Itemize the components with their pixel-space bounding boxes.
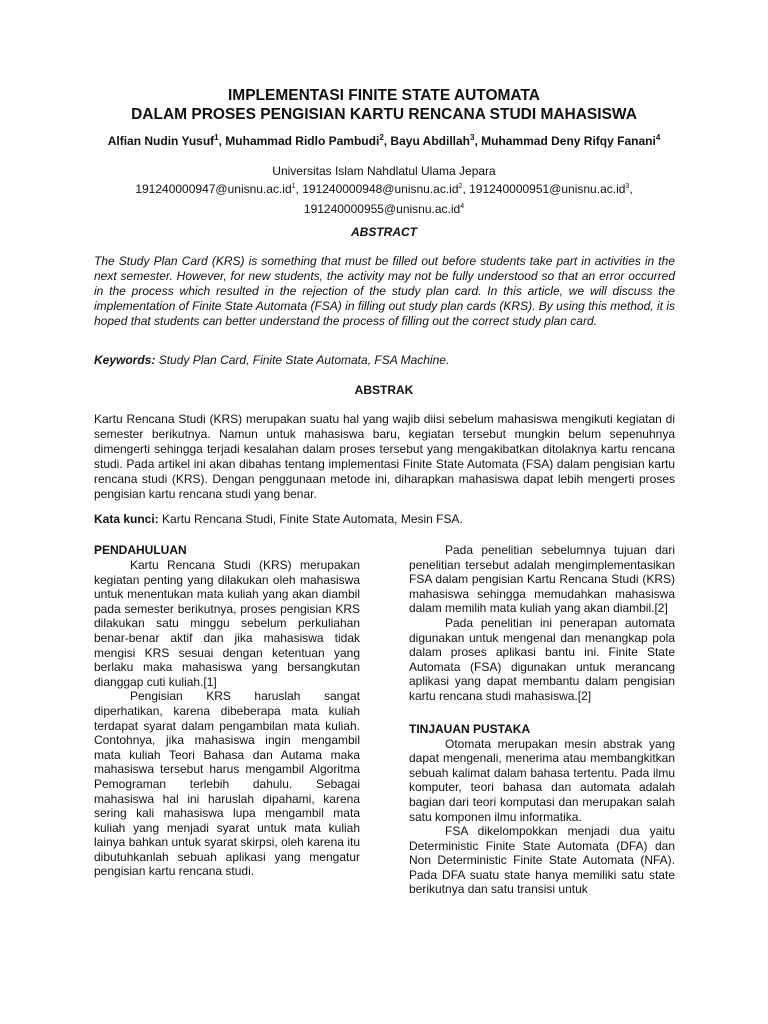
paper-title bbox=[0, 86, 768, 124]
email-1: 191240000947@unisnu.ac.id bbox=[135, 182, 292, 196]
author-3-sup: 3 bbox=[470, 133, 475, 142]
pendahuluan-paragraph-3: Pada penelitian sebelumnya tujuan dari penelitian tersebut adalah mengimplementasikan FSA dalam pengisian Kartu Rencana Studi (KRS) mahasiswa sehingga memudahkan mahasiswa dalam memilih mata kuliah yang akan diambil.[2] bbox=[409, 543, 675, 616]
keywords-label: Keywords: bbox=[94, 353, 156, 367]
keywords bbox=[94, 353, 675, 367]
kata-kunci bbox=[94, 512, 675, 526]
author-list bbox=[90, 134, 678, 149]
section-heading-tinjauan: TINJAUAN PUSTAKA bbox=[409, 721, 531, 736]
email-list bbox=[60, 178, 708, 218]
email-3-sup: 3 bbox=[625, 183, 630, 190]
tinjauan-paragraph-2: FSA dikelompokkan menjadi dua yaitu Deterministic Finite State Automata (DFA) dan Non Deterministic Finite State Automata (NFA). Pada DFA suatu state hanya memiliki satu state berikutnya dan satu transisi untuk bbox=[409, 824, 675, 897]
email-3: , 191240000951@unisnu.ac.id bbox=[462, 182, 626, 196]
abstrak-heading: ABSTRAK bbox=[354, 383, 414, 397]
kata-kunci-label: Kata kunci: bbox=[94, 512, 159, 526]
author-4-sup: 4 bbox=[655, 133, 661, 142]
pendahuluan-paragraph-2: Pengisian KRS haruslah sangat diperhatikan, karena dibeberapa mata kuliah terdapat syarat dalam pengambilan mata kuliah. Contohnya, jika mahasiswa ingin mengambil mata kuliah Teori Bahasa dan Autama maka mahasiswa tersebut harus mengambil Algoritma Pemograman terlebih dahulu. Sebagai mahasiswa hal ini haruslah dipahami, karena sering kali mahasiswa lupa mengambil mata kuliah yang menjadi syarat untuk mata kuliah lainya bahkan untuk syarat skirpsi, oleh karena itu dibutuhkanlah sebuah aplikasi yang mengatur pengisian kartu rencana studi. bbox=[94, 689, 360, 879]
pendahuluan-paragraph-1: Kartu Rencana Studi (KRS) merupakan kegiatan penting yang dilakukan oleh mahasiswa untuk menentukan mata kuliah yang akan diambil pada semester berikutnya, proses pengisian KRS dilakukan satu minggu sebelum perkuliahan benar-benar aktif dan jika mahasiswa tidak mengisi KRS sesuai dengan ketentuan yang berlaku maka mahasiswa yang bersangkutan dianggap cuti kuliah.[1] bbox=[94, 558, 360, 689]
email-2: , 191240000948@unisnu.ac.id bbox=[295, 182, 459, 196]
email-2-sup: 2 bbox=[458, 183, 463, 190]
author-2: , Muhammad Ridlo Pambudi bbox=[218, 134, 380, 148]
right-column bbox=[409, 543, 675, 897]
abstrak-text: Kartu Rencana Studi (KRS) merupakan suatu hal yang wajib diisi sebelum mahasiswa mengikuti kegiatan di semester berikutnya. Namun untuk mahasiswa baru, kegiatan tersebut mungkin belum sepenuhnya dimengerti sehingga terjadi kesalahan dalam proses tersebut yang mengakibatkan ditolaknya kartu rencana studi. Pada artikel ini akan dibahas tentang implementasi Finite State Automata (FSA) dalam pengisian kartu rencana studi (KRS). Dengan penggunaan metode ini, diharapkan mahasiswa dapat lebih mengerti proses pengisian kartu rencana studi yang benar. bbox=[94, 412, 675, 501]
left-column bbox=[94, 543, 360, 879]
section-heading-pendahuluan: PENDAHULUAN bbox=[94, 543, 187, 557]
author-2-sup: 2 bbox=[379, 133, 384, 142]
email-3-tail: , bbox=[629, 182, 633, 196]
author-1: Alfian Nudin Yusuf bbox=[107, 134, 215, 148]
pendahuluan-paragraph-4: Pada penelitian ini penerapan automata digunakan untuk mengenal dan menangkap pola dalam proses aplikasi bantu ini. Finite State Automata (FSA) digunakan untuk merancang aplikasi yang dapat membantu dalam pengisian kartu rencana studi mahasiswa.[2] bbox=[409, 615, 675, 703]
section-gap bbox=[409, 704, 675, 722]
kata-kunci-value: Kartu Rencana Studi, Finite State Automata, Mesin FSA. bbox=[158, 512, 463, 526]
email-1-sup: 1 bbox=[291, 183, 296, 190]
author-1-sup: 1 bbox=[214, 133, 219, 142]
author-4: , Muhammad Deny Rifqy Fanani bbox=[474, 134, 656, 148]
email-4-sup: 4 bbox=[460, 203, 465, 210]
abstract-heading: ABSTRACT bbox=[351, 225, 417, 239]
abstract-text: The Study Plan Card (KRS) is something that must be filled out before students take part in activities in the next semester. However, for new students, the activity may not be fully understood so that an error occurred in the process which resulted in the rejection of the study plan card. In this article, we will discuss the implementation of Finite State Automata (FSA) in filling out study plan cards (KRS). By using this method, it is hoped that students can better understand the process of filling out the correct study plan card. bbox=[94, 254, 675, 328]
affiliation: Universitas Islam Nahdlatul Ulama Jepara bbox=[272, 164, 496, 178]
title-line-2: DALAM PROSES PENGISIAN KARTU RENCANA STUDI MAHASISWA bbox=[131, 106, 637, 123]
email-4: 191240000955@unisnu.ac.id bbox=[303, 202, 461, 216]
author-3: , Bayu Abdillah bbox=[383, 134, 470, 148]
title-line-1: IMPLEMENTASI FINITE STATE AUTOMATA bbox=[228, 87, 540, 104]
keywords-value: Study Plan Card, Finite State Automata, FSA Machine. bbox=[155, 353, 450, 367]
tinjauan-paragraph-1: Otomata merupakan mesin abstrak yang dapat mengenali, menerima atau membangkitkan sebuah kalimat dalam bahasa tertentu. Pada ilmu komputer, teori bahasa dan automata adalah bagian dari teori komputasi dan merupakan salah satu komponen ilmu informatika. bbox=[409, 736, 675, 824]
